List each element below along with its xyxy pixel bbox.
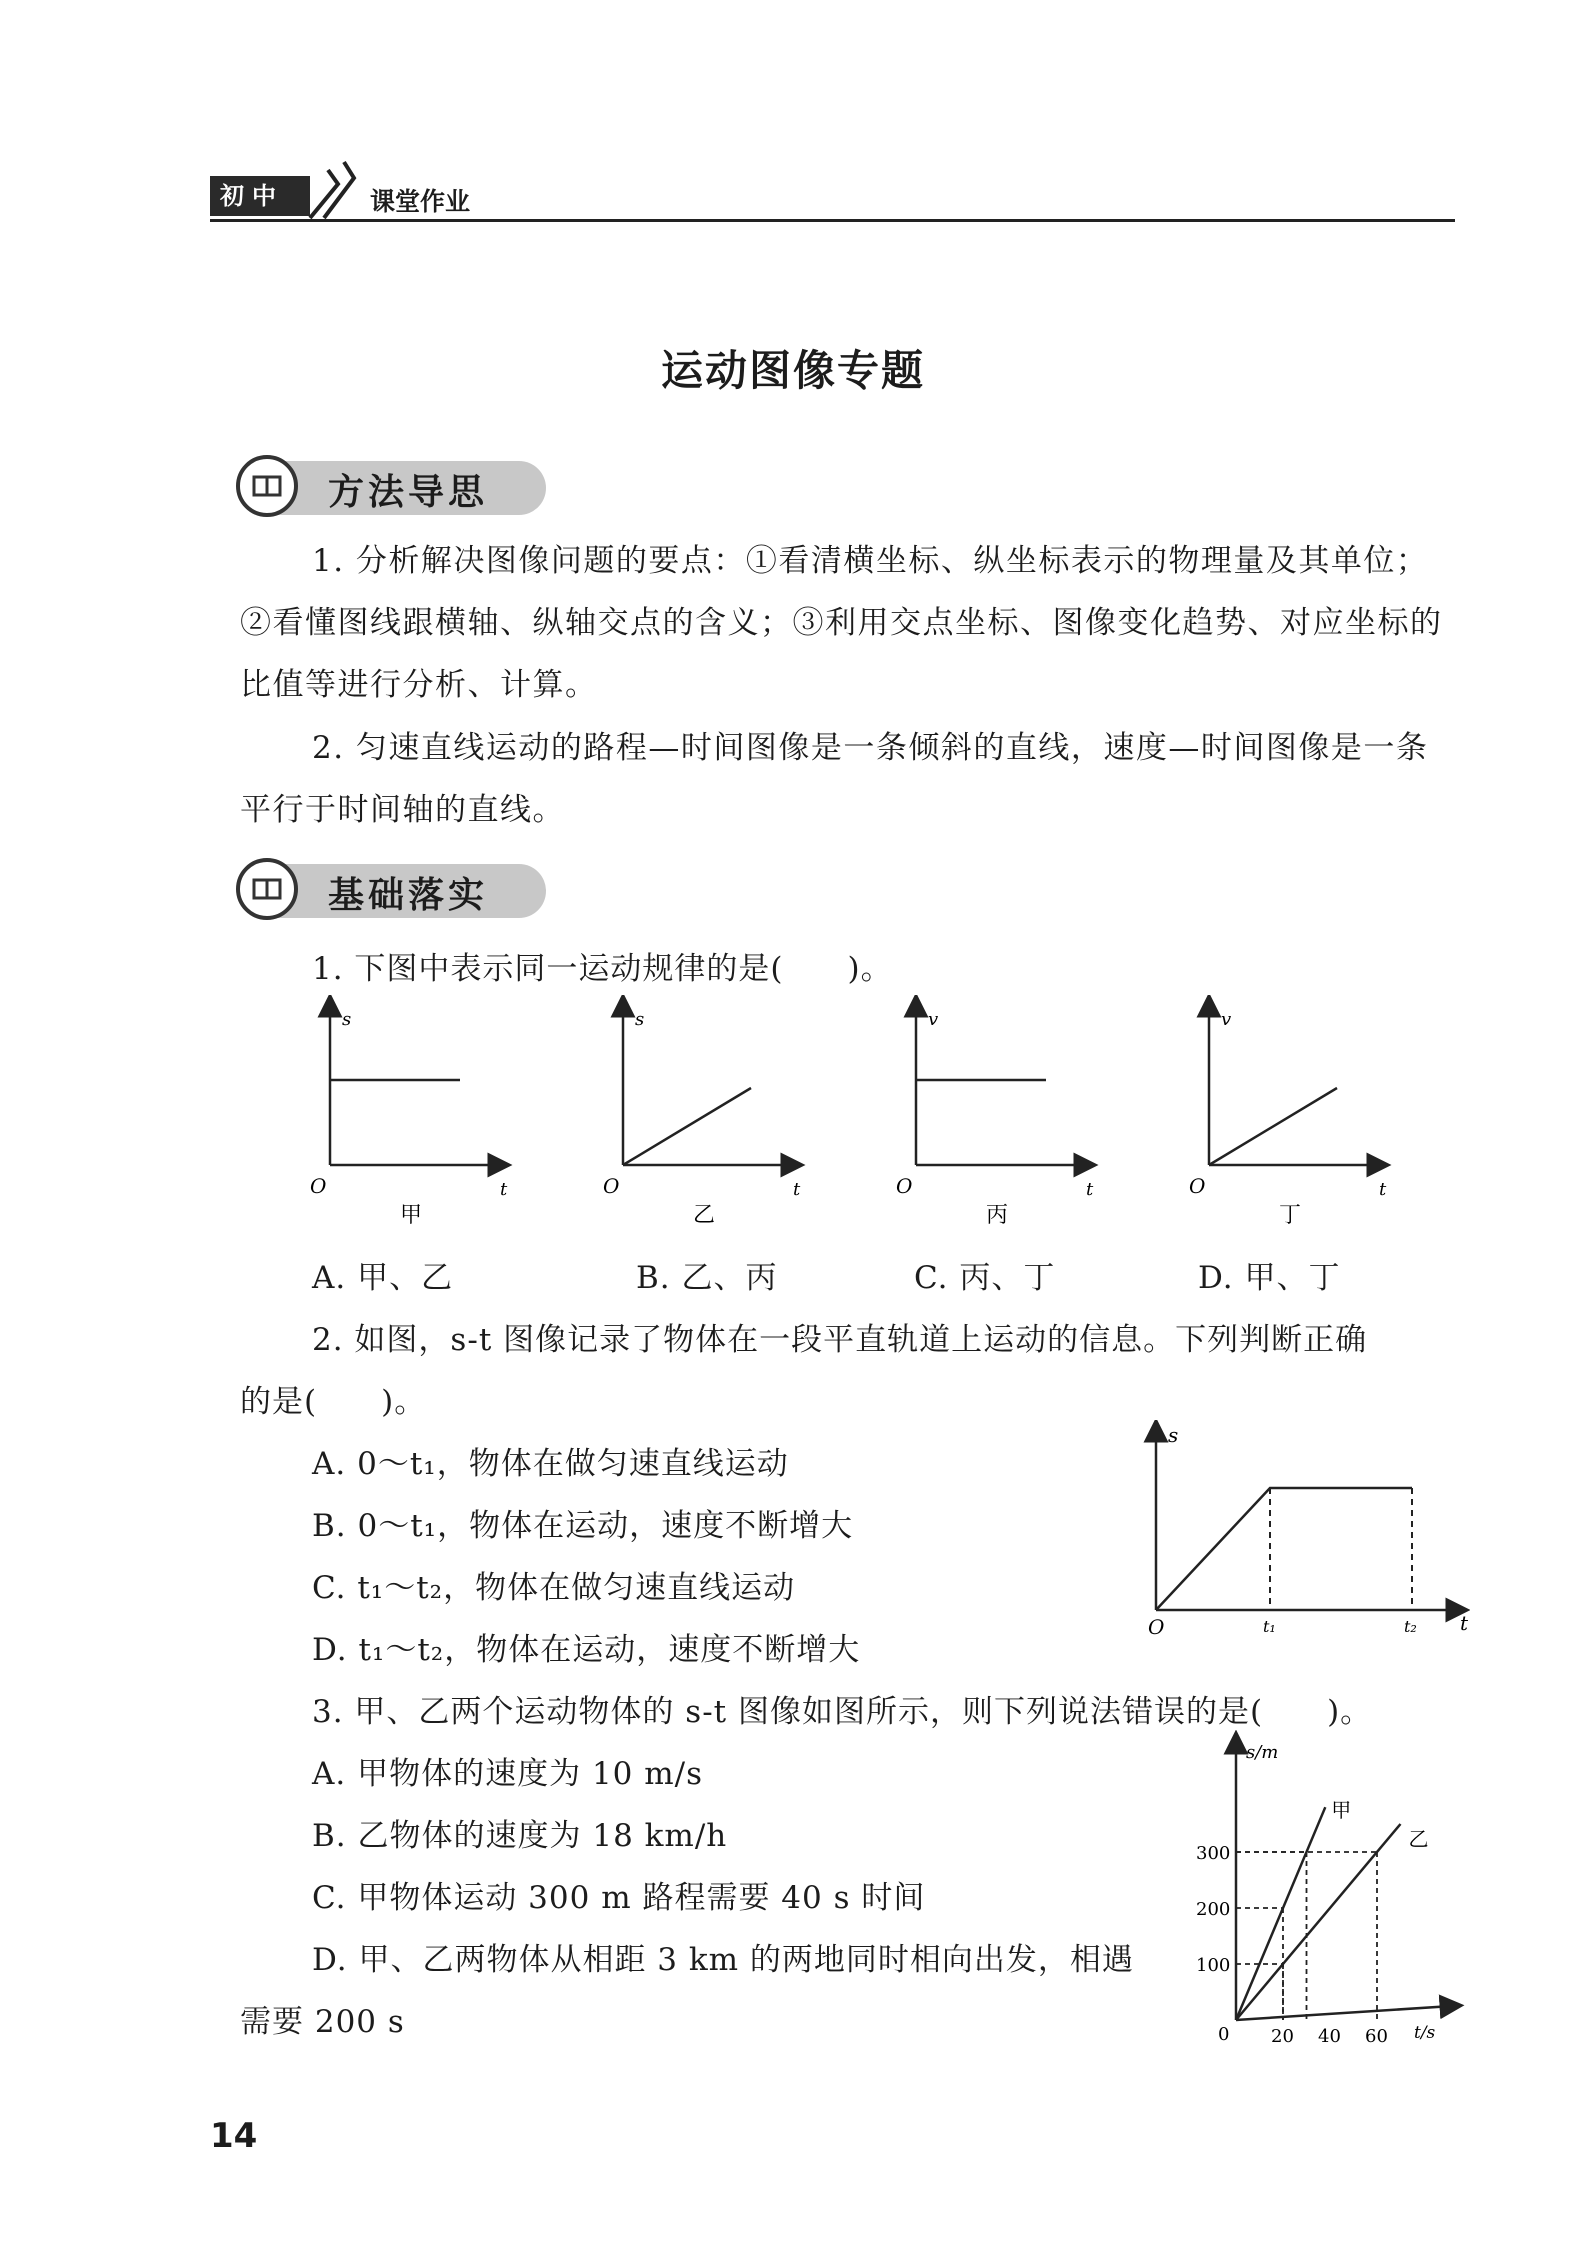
q2-option-c: C. t₁～t₂，物体在做匀速直线运动: [312, 1570, 796, 1606]
q1-graph-line: [1209, 1088, 1337, 1165]
q3-y-tick: 300: [1196, 1843, 1231, 1864]
q2-graph-line: [1156, 1488, 1412, 1610]
method-paragraph-1: 1. 分析解决图像问题的要点：①看清横坐标、纵坐标表示的物理量及其单位；②看懂图线跟横轴、纵轴交点的含义；③利用交点坐标、图像变化趋势、对应坐标的比值等进行分析、计算。: [240, 543, 1443, 703]
question-2-stem-line2: 的是( )。: [240, 1384, 427, 1420]
page-title: 运动图像专题: [660, 346, 925, 395]
q1-ylabel: s: [342, 1009, 352, 1030]
header-tag: 初中: [210, 176, 310, 216]
q3-option-c: C. 甲物体运动 300 m 路程需要 40 s 时间: [312, 1880, 926, 1916]
q1-option-a: A. 甲、乙: [312, 1260, 454, 1296]
section-title: 方法导思: [328, 472, 489, 513]
page-number: 14: [210, 2116, 258, 2156]
q3-origin: 0: [1218, 2024, 1230, 2045]
q1-option-b: B. 乙、丙: [636, 1260, 778, 1296]
q3-y-tick: 200: [1196, 1899, 1231, 1920]
q1-ylabel: v: [928, 1009, 939, 1030]
q1-origin: O: [1189, 1174, 1206, 1198]
q1-graph-4: [1189, 1005, 1387, 1228]
q1-xlabel: t: [500, 1179, 508, 1200]
q3-x-axis: [1236, 2006, 1452, 2020]
double-chevron-icon: [308, 148, 368, 220]
q3-st-chart: [1190, 1730, 1470, 2050]
q3-x-tick: 40: [1318, 2026, 1341, 2047]
q1-graph-name: 丁: [1279, 1203, 1302, 1228]
q2-option-b: B. 0～t₁，物体在运动，速度不断增大: [312, 1508, 854, 1544]
q3-option-b: B. 乙物体的速度为 18 km/h: [312, 1818, 728, 1854]
section-banner-method: [236, 455, 546, 521]
q1-origin: O: [310, 1174, 327, 1198]
q1-graph-line: [623, 1088, 751, 1165]
q2-t1-label: t₁: [1263, 1617, 1276, 1636]
q1-origin: O: [603, 1174, 620, 1198]
q1-graph-name: 甲: [400, 1203, 423, 1228]
q2-t2-label: t₂: [1404, 1617, 1417, 1636]
q2-st-graph: [1140, 1420, 1470, 1650]
question-2-stem-line1: 2. 如图，s-t 图像记录了物体在一段平直轨道上运动的信息。下列判断正确: [312, 1322, 1368, 1358]
method-paragraph-2: 2. 匀速直线运动的路程—时间图像是一条倾斜的直线，速度—时间图像是一条平行于时间轴的直线。: [240, 730, 1429, 828]
q3-xlabel: t/s: [1414, 2023, 1436, 2043]
q3-series-label: 乙: [1408, 1827, 1429, 1851]
q1-option-d: D. 甲、丁: [1198, 1260, 1341, 1296]
q1-graph-name: 乙: [693, 1203, 716, 1228]
q3-series-line-1: [1236, 1807, 1325, 2020]
section-banner-basics: [236, 858, 546, 924]
q2-ylabel: s: [1168, 1423, 1179, 1447]
q1-xlabel: t: [1086, 1179, 1094, 1200]
book-icon: [236, 858, 298, 920]
header-rule: [210, 219, 1455, 222]
header-title: 课堂作业: [370, 187, 471, 216]
book-icon: [236, 455, 298, 517]
q2-xlabel: t: [1460, 1611, 1469, 1635]
q1-graph-1: [310, 1005, 508, 1228]
q1-graph-name: 丙: [986, 1203, 1009, 1228]
q1-xlabel: t: [793, 1179, 801, 1200]
question-3-stem: 3. 甲、乙两个运动物体的 s-t 图像如图所示，则下列说法错误的是( )。: [312, 1694, 1373, 1730]
section-title: 基础落实: [328, 875, 489, 916]
q2-origin: O: [1148, 1615, 1165, 1639]
q1-ylabel: s: [635, 1009, 645, 1030]
q2-option-d: D. t₁～t₂，物体在运动，速度不断增大: [312, 1632, 861, 1668]
q3-x-tick: 60: [1365, 2026, 1388, 2047]
question-1-stem: 1. 下图中表示同一运动规律的是( )。: [312, 951, 893, 987]
q3-x-tick: 20: [1271, 2026, 1294, 2047]
q3-series-label: 甲: [1331, 1798, 1352, 1823]
q3-series-line-2: [1236, 1824, 1401, 2020]
q3-option-d: D. 甲、乙两物体从相距 3 km 的两地同时相向出发，相遇: [312, 1942, 1134, 1978]
q3-option-d-tail: 需要 200 s: [240, 2004, 405, 2040]
q2-option-a: A. 0～t₁，物体在做匀速直线运动: [312, 1446, 789, 1482]
q3-option-a: A. 甲物体的速度为 10 m/s: [312, 1756, 703, 1792]
q1-xlabel: t: [1379, 1179, 1387, 1200]
q1-graph-panel: [290, 995, 1420, 1235]
q1-origin: O: [896, 1174, 913, 1198]
q1-graph-2: [603, 1005, 801, 1228]
q3-y-tick: 100: [1196, 1955, 1231, 1976]
q1-graph-3: [896, 1005, 1094, 1228]
q1-option-c: C. 丙、丁: [914, 1260, 1056, 1296]
q3-ylabel: s/m: [1246, 1742, 1279, 1763]
q1-ylabel: v: [1221, 1009, 1232, 1030]
